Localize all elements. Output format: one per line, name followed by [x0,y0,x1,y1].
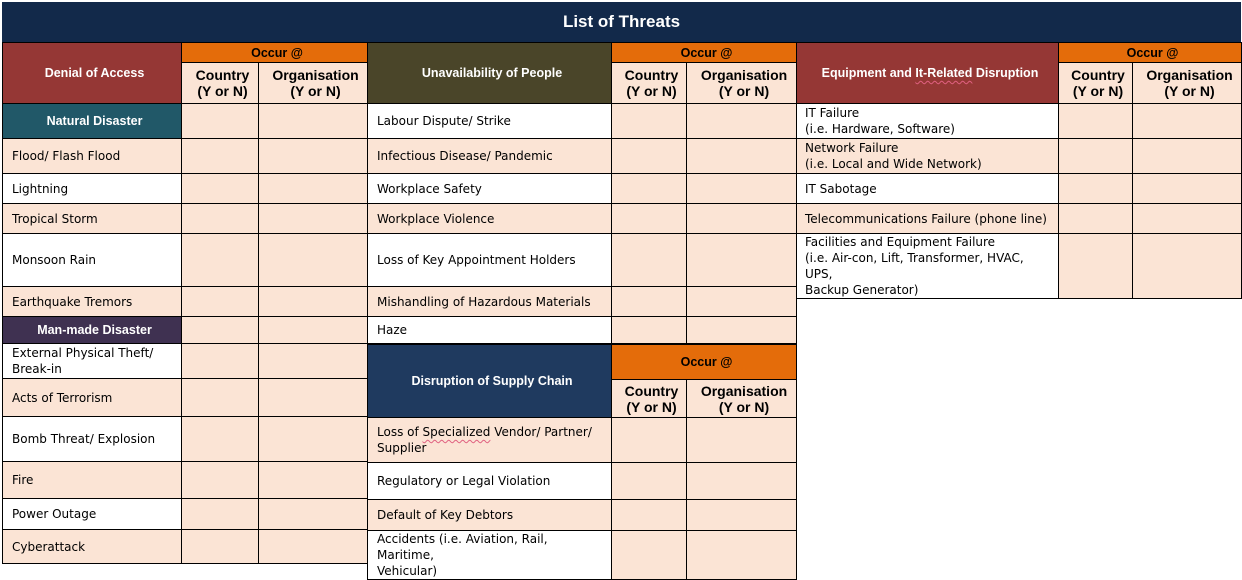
occur-header: Occur @ [612,345,797,380]
country-cell[interactable] [182,344,259,379]
threat-label: IT Failure (i.e. Hardware, Software) [797,104,1059,139]
threat-label: Haze [368,317,612,344]
organisation-cell[interactable] [687,104,797,139]
unavailability-of-people-header: Unavailability of People [368,43,612,104]
organisation-cell[interactable] [687,317,797,344]
denial-of-access-table [2,42,368,564]
organisation-cell[interactable] [687,174,797,204]
country-cell[interactable] [1059,234,1133,299]
threat-label: Cyberattack [3,530,182,564]
organisation-cell[interactable] [259,139,368,174]
country-cell[interactable] [612,204,687,234]
country-cell[interactable] [612,418,687,463]
country-cell[interactable] [182,462,259,499]
country-cell[interactable] [1059,174,1133,204]
threat-label: Fire [3,462,182,499]
threat-label: Workplace Violence [368,204,612,234]
organisation-cell[interactable] [687,531,797,580]
threat-label: Accidents (i.e. Aviation, Rail, Maritime, Vehicular) [368,531,612,580]
organisation-cell[interactable] [1133,174,1242,204]
country-cell[interactable] [612,463,687,500]
threat-label: External Physical Theft/ Break-in [3,344,182,379]
threat-label: Bomb Threat/ Explosion [3,417,182,462]
header-prefix: Equipment and [821,66,916,80]
threat-label: Mishandling of Hazardous Materials [368,287,612,317]
threat-label: Tropical Storm [3,204,182,234]
spellcheck-marked-word: Specialized [422,425,491,439]
organisation-column-header: Organisation (Y or N) [259,63,368,104]
organisation-cell[interactable] [259,462,368,499]
organisation-cell[interactable] [259,204,368,234]
disruption-of-supply-chain-header: Disruption of Supply Chain [368,345,612,418]
threat-label: Earthquake Tremors [3,287,182,317]
organisation-cell[interactable] [687,204,797,234]
organisation-cell[interactable] [1133,204,1242,234]
threat-label-suffix: Vendor/ Partner/ Supplier [377,425,592,455]
country-cell[interactable] [182,204,259,234]
country-cell[interactable] [612,531,687,580]
natural-disaster-section: Natural Disaster [3,104,182,139]
threat-label: Power Outage [3,499,182,530]
organisation-cell[interactable] [259,344,368,379]
page-title: List of Threats [2,2,1241,42]
country-cell[interactable] [182,287,259,317]
country-column-header: Country (Y or N) [182,63,259,104]
country-column-header: Country (Y or N) [612,380,687,418]
organisation-cell[interactable] [259,287,368,317]
header-suffix: Disruption [972,66,1039,80]
organisation-cell[interactable] [259,417,368,462]
country-cell[interactable] [1059,139,1133,174]
threat-label [368,418,612,463]
organisation-cell[interactable] [1133,139,1242,174]
country-cell[interactable] [612,139,687,174]
organisation-cell[interactable] [1133,104,1242,139]
country-column-header: Country (Y or N) [612,63,687,104]
unavailability-of-people-table [367,42,797,344]
organisation-cell[interactable] [687,287,797,317]
organisation-cell[interactable] [259,499,368,530]
threat-label: Telecommunications Failure (phone line) [797,204,1059,234]
organisation-cell[interactable] [259,317,368,344]
occur-header: Occur @ [182,43,368,63]
threat-label: Facilities and Equipment Failure (i.e. Air-con, Lift, Transformer, HVAC, UPS, Backup Generator) [797,234,1059,299]
country-cell[interactable] [182,139,259,174]
country-cell[interactable] [612,500,687,531]
organisation-cell[interactable] [687,234,797,287]
occur-header: Occur @ [612,43,797,63]
country-cell[interactable] [182,174,259,204]
equipment-it-disruption-header [797,43,1059,104]
threat-label: Loss of Key Appointment Holders [368,234,612,287]
occur-header: Occur @ [1059,43,1242,63]
threat-label: Infectious Disease/ Pandemic [368,139,612,174]
threat-label: Acts of Terrorism [3,379,182,417]
country-cell[interactable] [612,174,687,204]
country-cell[interactable] [182,104,259,139]
threat-label: Monsoon Rain [3,234,182,287]
denial-of-access-header: Denial of Access [3,43,182,104]
country-cell[interactable] [612,287,687,317]
country-cell[interactable] [182,234,259,287]
country-cell[interactable] [182,317,259,344]
threat-label: Labour Dispute/ Strike [368,104,612,139]
threat-label-prefix: Loss of [377,425,423,439]
country-cell[interactable] [182,379,259,417]
country-cell[interactable] [1059,104,1133,139]
country-cell[interactable] [182,499,259,530]
country-cell[interactable] [1059,204,1133,234]
organisation-cell[interactable] [259,530,368,564]
organisation-cell[interactable] [259,174,368,204]
equipment-it-disruption-table [796,42,1242,299]
threat-label: IT Sabotage [797,174,1059,204]
organisation-cell[interactable] [259,379,368,417]
organisation-cell[interactable] [259,234,368,287]
threat-label: Workplace Safety [368,174,612,204]
man-made-disaster-section: Man-made Disaster [3,317,182,344]
threat-label: Network Failure (i.e. Local and Wide Network) [797,139,1059,174]
organisation-cell[interactable] [687,139,797,174]
country-cell[interactable] [182,530,259,564]
organisation-column-header: Organisation (Y or N) [687,380,797,418]
country-cell[interactable] [612,317,687,344]
organisation-cell[interactable] [687,463,797,500]
threat-label: Lightning [3,174,182,204]
threat-label: Default of Key Debtors [368,500,612,531]
organisation-cell[interactable] [687,500,797,531]
threat-label: Flood/ Flash Flood [3,139,182,174]
threat-label: Regulatory or Legal Violation [368,463,612,500]
disruption-of-supply-chain-table [367,344,797,580]
spellcheck-marked-word: It-Related [915,66,973,80]
organisation-cell[interactable] [1133,234,1242,299]
country-cell[interactable] [612,234,687,287]
organisation-column-header: Organisation (Y or N) [687,63,797,104]
country-cell[interactable] [182,417,259,462]
organisation-column-header: Organisation (Y or N) [1133,63,1242,104]
organisation-cell[interactable] [687,418,797,463]
country-column-header: Country (Y or N) [1059,63,1133,104]
organisation-cell[interactable] [259,104,368,139]
country-cell[interactable] [612,104,687,139]
